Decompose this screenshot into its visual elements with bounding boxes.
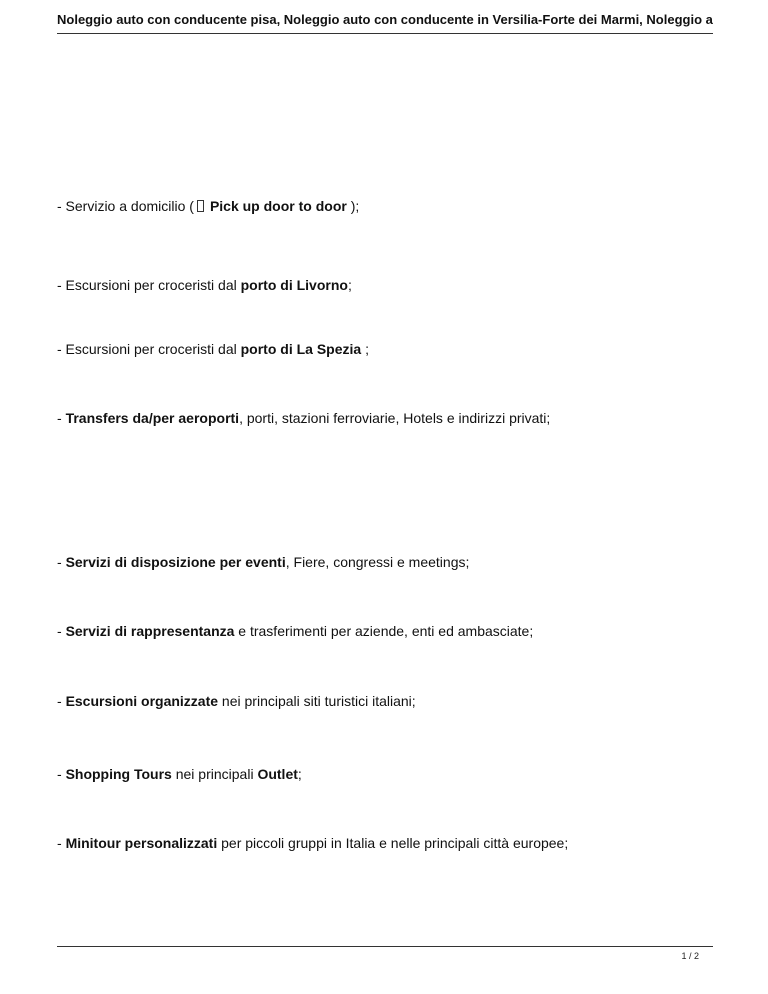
item-bold-text: porto di Livorno [240,277,348,293]
item-text: - Servizio a domicilio ( [57,198,194,214]
item-text: - [57,693,66,709]
item-text: , Fiere, congressi e meetings; [285,554,470,570]
item-text: - [57,554,66,570]
item-text: ; [297,766,302,782]
item-text: - [57,766,66,782]
item-text: - [57,835,66,851]
item-bold-text: Outlet [257,766,298,782]
item-bold-text: Minitour personalizzati [65,835,218,851]
item-bold-text: Escursioni organizzate [65,693,219,709]
item-text: - [57,623,66,639]
item-bold-text: Transfers da/per aeroporti [65,410,240,426]
item-text: e trasferimenti per aziende, enti ed ambasciate; [234,623,534,639]
item-text: , porti, stazioni ferroviarie, Hotels e indirizzi privati; [239,410,551,426]
list-item-livorno [57,276,352,294]
item-text: - Escursioni per croceristi dal [57,277,241,293]
list-item-minitour [57,834,568,852]
item-text: - [57,410,66,426]
item-text: - Escursioni per croceristi dal [57,341,241,357]
footer-divider [57,946,713,947]
item-text: ); [346,198,360,214]
item-text: ; [361,341,369,357]
item-bold-text: Shopping Tours [65,766,172,782]
list-item-home-service [57,197,359,215]
item-bold-text: Servizi di disposizione per eventi [65,554,286,570]
item-bold-text: Servizi di rappresentanza [65,623,235,639]
list-item-transfers [57,409,550,427]
header-divider [57,33,713,34]
item-text: ; [347,277,352,293]
item-text: per piccoli gruppi in Italia e nelle principali città europee; [217,835,569,851]
item-text: nei principali [171,766,258,782]
list-item-events [57,553,469,571]
list-item-shopping-tours [57,765,302,783]
missing-glyph-icon [197,200,204,212]
list-item-excursions [57,692,416,710]
page-number: 1 / 2 [681,951,699,961]
item-bold-text: porto di La Spezia [240,341,362,357]
item-bold-text: Pick up door to door [209,198,347,214]
item-text: nei principali siti turistici italiani; [218,693,416,709]
list-item-la-spezia [57,340,369,358]
header-title: Noleggio auto con conducente pisa, Noleggio auto con conducente in Versilia-Forte dei Marmi, Noleggio a [57,12,713,27]
list-item-representation [57,622,533,640]
